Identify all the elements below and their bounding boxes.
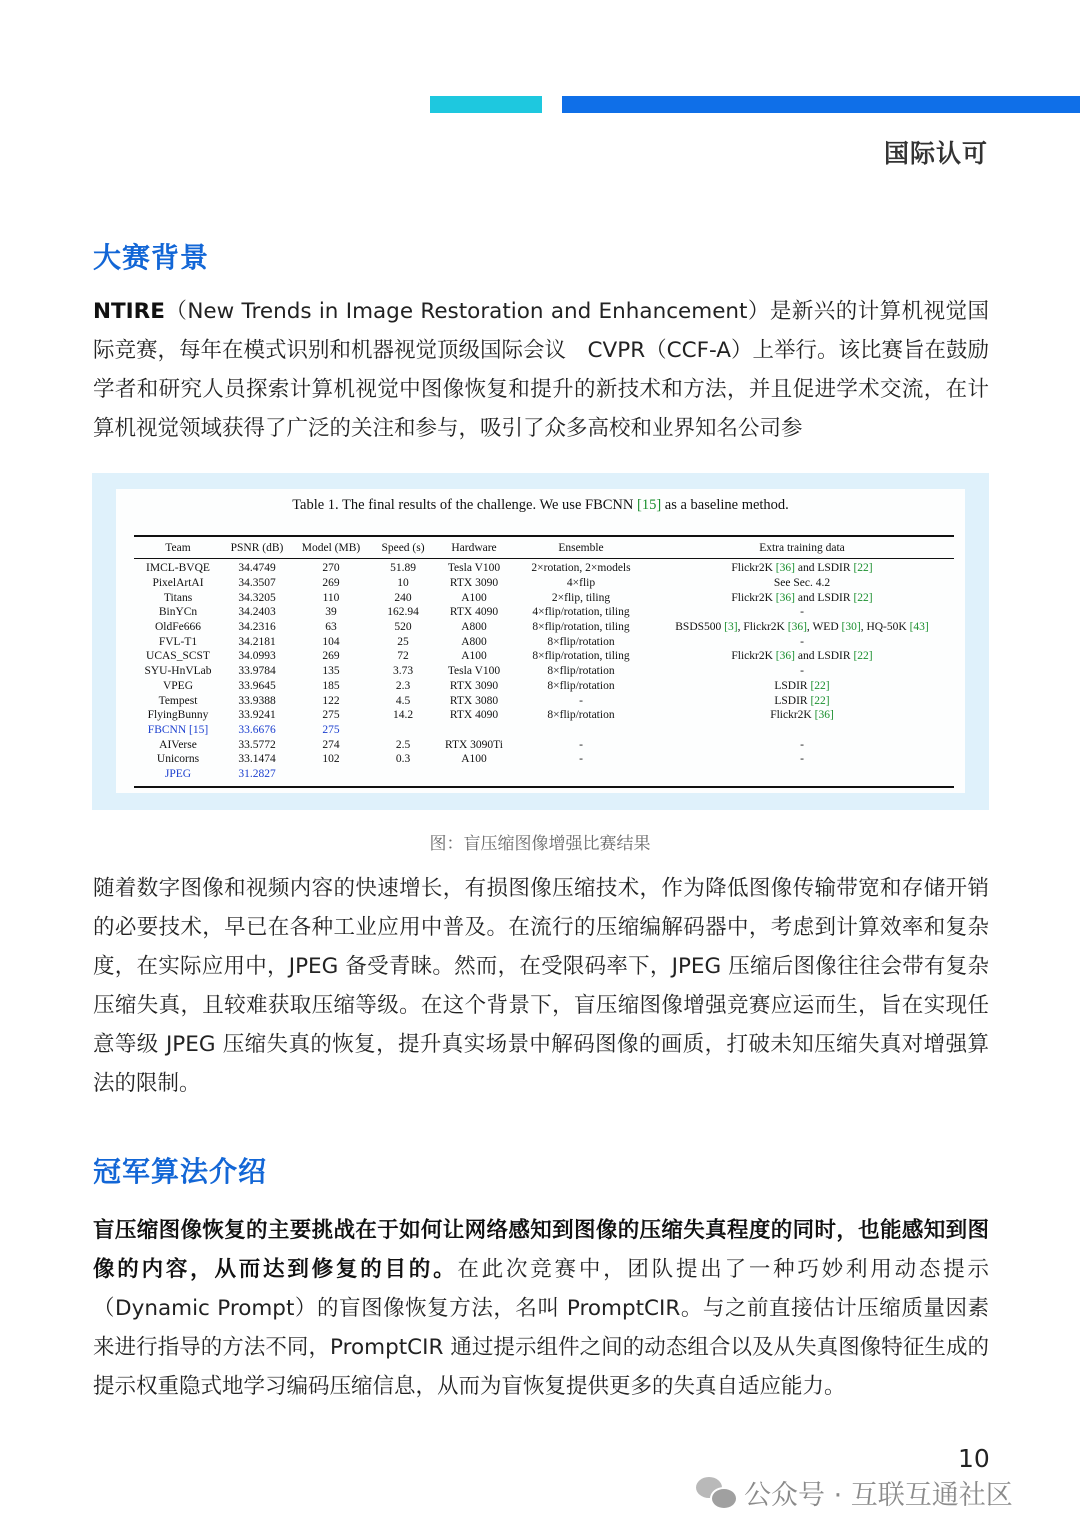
table-cell: Flickr2K [36] and LSDIR [22] xyxy=(731,562,873,575)
table-cell: Unicorns xyxy=(156,753,200,766)
table-cell: 34.3205 xyxy=(238,591,276,604)
table-cell: 31.2827 xyxy=(238,767,276,780)
algorithm-bold-text: 盲压缩图像恢复的主要挑战在于如何让网络感知到图像的压缩失真程度的同时，也能感知到图像的内容，从而达到修复的目的。 xyxy=(93,1218,989,1282)
table-cell: 4.5 xyxy=(395,694,411,707)
table-cell: Tempest xyxy=(158,694,198,707)
table-cell: 240 xyxy=(394,591,412,604)
algorithm-text: 在此次竞赛中，团队提出了一种巧妙利用动态提示（Dynamic Prompt）的盲图像恢复方法，名叫 PromptCIR。与之前直接估计压缩质量因素来进行指导的方法不同，PromptCIR 通过提示组件之间的动态组合以及从失真图像特征生成的提示权重隐式地学习编码压缩信息，从而为盲恢复提供更多的失真自适应能力。 xyxy=(93,1257,989,1399)
intro-lead: NTIRE xyxy=(93,299,165,324)
table-cell: A100 xyxy=(461,650,487,663)
table-cell: See Sec. 4.2 xyxy=(773,577,831,590)
table-row xyxy=(134,576,954,591)
table-header-cell: PSNR (dB) xyxy=(230,542,284,554)
background-paragraph xyxy=(93,869,989,1103)
table-cell: A800 xyxy=(461,621,487,634)
table-cell: 8×flip/rotation, tiling xyxy=(532,621,630,634)
table-cell: 275 xyxy=(322,709,340,722)
table-cell: AIVerse xyxy=(159,738,197,751)
table-cell: 33.9645 xyxy=(238,679,276,692)
table-header-cell: Model (MB) xyxy=(301,542,361,554)
page-number: 10 xyxy=(958,1444,990,1473)
table-cell: FVL-T1 xyxy=(158,635,198,648)
table-row xyxy=(134,708,954,723)
figure-caption: 图：盲压缩图像增强比赛结果 xyxy=(429,834,651,854)
table-cell: 102 xyxy=(322,753,340,766)
table-row xyxy=(134,634,954,649)
table-cell: 104 xyxy=(322,635,340,648)
table-cell: 8×flip/rotation xyxy=(547,635,615,648)
table-cell: RTX 3090 xyxy=(449,679,499,692)
table-cell: 110 xyxy=(322,591,340,604)
table-cell: Tesla V100 xyxy=(447,562,501,575)
table-cell: Flickr2K [36] xyxy=(770,709,834,722)
section-title-background: 大赛背景 xyxy=(93,241,210,274)
table-cell: JPEG xyxy=(164,767,192,780)
table-cell: UCAS_SCST xyxy=(146,650,210,663)
table-caption: Table 1. The final results of the challenge. We use FBCNN [15] as a baseline method. xyxy=(292,497,789,513)
table-cell: 162.94 xyxy=(387,606,419,619)
table-cell: 14.2 xyxy=(392,709,414,722)
table-row xyxy=(134,590,954,605)
table-row xyxy=(134,557,954,576)
results-table xyxy=(134,539,954,781)
table-cell: Tesla V100 xyxy=(447,665,501,678)
table-cell: - xyxy=(800,665,804,678)
table-cell: 8×flip/rotation xyxy=(547,709,615,722)
table-cell xyxy=(436,723,512,738)
header-blue-bar xyxy=(562,96,1080,113)
table-header-cell: Hardware xyxy=(451,542,497,554)
table-cell: VPEG xyxy=(162,679,194,692)
table-cell: A100 xyxy=(461,753,487,766)
table-cell: 269 xyxy=(322,577,340,590)
table-cell: 270 xyxy=(322,562,340,575)
table-cell xyxy=(650,767,954,782)
table-cell xyxy=(650,723,954,738)
table-cell: 34.0993 xyxy=(238,650,276,663)
table-cell: - xyxy=(800,635,804,648)
table-cell: 34.2316 xyxy=(238,621,276,634)
table-cell: 2.3 xyxy=(395,679,411,692)
table-cell: FlyingBunny xyxy=(147,709,209,722)
table-cell: 34.2181 xyxy=(238,635,276,648)
watermark xyxy=(696,1474,1013,1510)
table-cell: 269 xyxy=(322,650,340,663)
table-row xyxy=(134,752,954,767)
table-cell: Flickr2K [36] and LSDIR [22] xyxy=(731,591,873,604)
table-cell: 34.3507 xyxy=(238,577,276,590)
table-header-cell: Ensemble xyxy=(558,542,604,554)
table-cell: 25 xyxy=(397,635,409,648)
table-cell: OldFe666 xyxy=(155,621,201,634)
table-cell: 34.4749 xyxy=(238,562,276,575)
table-cell: 122 xyxy=(322,694,340,707)
table-cell: 2.5 xyxy=(395,738,411,751)
table-cell: Titans xyxy=(163,591,193,604)
table-cell: 63 xyxy=(325,621,337,634)
table-cell: 33.9241 xyxy=(238,709,276,722)
table-cell: Flickr2K [36] and LSDIR [22] xyxy=(731,650,873,663)
table-cell: BSDS500 [3], Flickr2K [36], WED [30], HQ-50K [43] xyxy=(675,621,929,634)
table-cell: 4×flip/rotation, tiling xyxy=(532,606,630,619)
table-cell: PixelArtAI xyxy=(152,577,204,590)
table-cell: 2×flip, tiling xyxy=(551,591,611,604)
table-cell: - xyxy=(800,738,804,751)
table-cell: - xyxy=(579,694,583,707)
table-cell: 33.5772 xyxy=(238,738,276,751)
table-row xyxy=(134,605,954,620)
table-cell: 8×flip/rotation, tiling xyxy=(532,650,630,663)
table-cell: 51.89 xyxy=(390,562,416,575)
table-cell: RTX 3080 xyxy=(449,694,499,707)
table-cell: 34.2403 xyxy=(238,606,276,619)
table-cell: 8×flip/rotation xyxy=(547,679,615,692)
table-cell xyxy=(436,767,512,782)
table-row xyxy=(134,649,954,664)
table-cell xyxy=(512,767,650,782)
table-cell: 185 xyxy=(322,679,340,692)
table-row xyxy=(134,737,954,752)
table-row xyxy=(134,620,954,635)
table-body xyxy=(134,557,954,781)
table-cell: 39 xyxy=(325,606,337,619)
table-cell xyxy=(370,767,436,782)
table-cell: BinYCn xyxy=(158,606,198,619)
results-table-image xyxy=(116,489,965,793)
table-header-cell: Extra training data xyxy=(759,542,845,554)
section-title-algorithm: 冠军算法介绍 xyxy=(93,1155,268,1188)
header-cyan-bar xyxy=(430,96,542,113)
table-cell xyxy=(370,723,436,738)
table-cell: RTX 4090 xyxy=(449,709,499,722)
table-cell: 72 xyxy=(397,650,409,663)
algorithm-paragraph xyxy=(93,1211,989,1406)
table-cell: 3.73 xyxy=(392,665,414,678)
intro-paragraph xyxy=(93,292,989,448)
table-row xyxy=(134,679,954,694)
table-row xyxy=(134,767,954,782)
background-text: 随着数字图像和视频内容的快速增长，有损图像压缩技术，作为降低图像传输带宽和存储开销的必要技术，早已在各种工业应用中普及。在流行的压缩编解码器中，考虑到计算效率和复杂度，在实际应用中，JPEG 备受青睐。然而，在受限码率下，JPEG 压缩后图像往往会带有复杂压缩失真，且较难获取压缩等级。在这个背景下，盲压缩图像增强竞赛应运而生，旨在实现任意等级 JPEG 压缩失真的恢复，提升真实场景中解码图像的画质，打破未知压缩失真对增强算法的限制。 xyxy=(93,876,989,1096)
table-cell: 33.9388 xyxy=(238,694,276,707)
table-cell: 274 xyxy=(322,738,340,751)
table-cell: 4×flip xyxy=(566,577,596,590)
table-cell xyxy=(292,767,370,782)
table-cell: IMCL-BVQE xyxy=(146,562,210,575)
table-bottom-rule xyxy=(134,786,954,788)
table-top-rule xyxy=(134,535,954,537)
table-cell xyxy=(512,723,650,738)
table-cell: RTX 3090 xyxy=(449,577,499,590)
table-header-cell: Team xyxy=(165,542,191,554)
table-cell: - xyxy=(800,753,804,766)
table-cell: 520 xyxy=(394,621,412,634)
table-cell: 0.3 xyxy=(395,753,411,766)
table-row xyxy=(134,693,954,708)
table-cell: LSDIR [22] xyxy=(774,679,830,692)
watermark-text: 公众号 · 互联互通社区 xyxy=(744,1479,1013,1511)
table-row xyxy=(134,723,954,738)
table-cell: 33.6676 xyxy=(238,723,276,736)
table-cell: A100 xyxy=(461,591,487,604)
table-cell: RTX 4090 xyxy=(449,606,499,619)
table-cell: 2×rotation, 2×models xyxy=(531,562,631,575)
table-row xyxy=(134,664,954,679)
table-header-cell: Speed (s) xyxy=(381,542,425,554)
table-cell: - xyxy=(579,738,583,751)
wechat-icon xyxy=(696,1475,736,1509)
table-cell: - xyxy=(579,753,583,766)
table-cell: 10 xyxy=(397,577,409,590)
table-cell: RTX 3090Ti xyxy=(445,738,503,751)
table-cell: FBCNN [15] xyxy=(147,723,209,736)
table-cell: 8×flip/rotation xyxy=(547,665,615,678)
table-cell: 33.9784 xyxy=(238,665,276,678)
table-cell: 135 xyxy=(322,665,340,678)
header-label: 国际认可 xyxy=(883,139,988,168)
table-cell: SYU-HnVLab xyxy=(144,665,212,678)
table-header-row xyxy=(134,539,954,557)
table-cell: A800 xyxy=(461,635,487,648)
table-cell: 33.1474 xyxy=(238,753,276,766)
table-cell: LSDIR [22] xyxy=(774,694,830,707)
intro-text: （New Trends in Image Restoration and Enhancement）是新兴的计算机视觉国际竞赛，每年在模式识别和机器视觉顶级国际会议 CVPR（CCF-A）上举行。该比赛旨在鼓励学者和研究人员探索计算机视觉中图像恢复和提升的新技术和方法，并且促进学术交流，在计算机视觉领域获得了广泛的关注和参与，吸引了众多高校和业界知名公司参 xyxy=(93,299,990,441)
table-cell: 275 xyxy=(322,723,340,736)
table-cell: - xyxy=(800,606,804,619)
